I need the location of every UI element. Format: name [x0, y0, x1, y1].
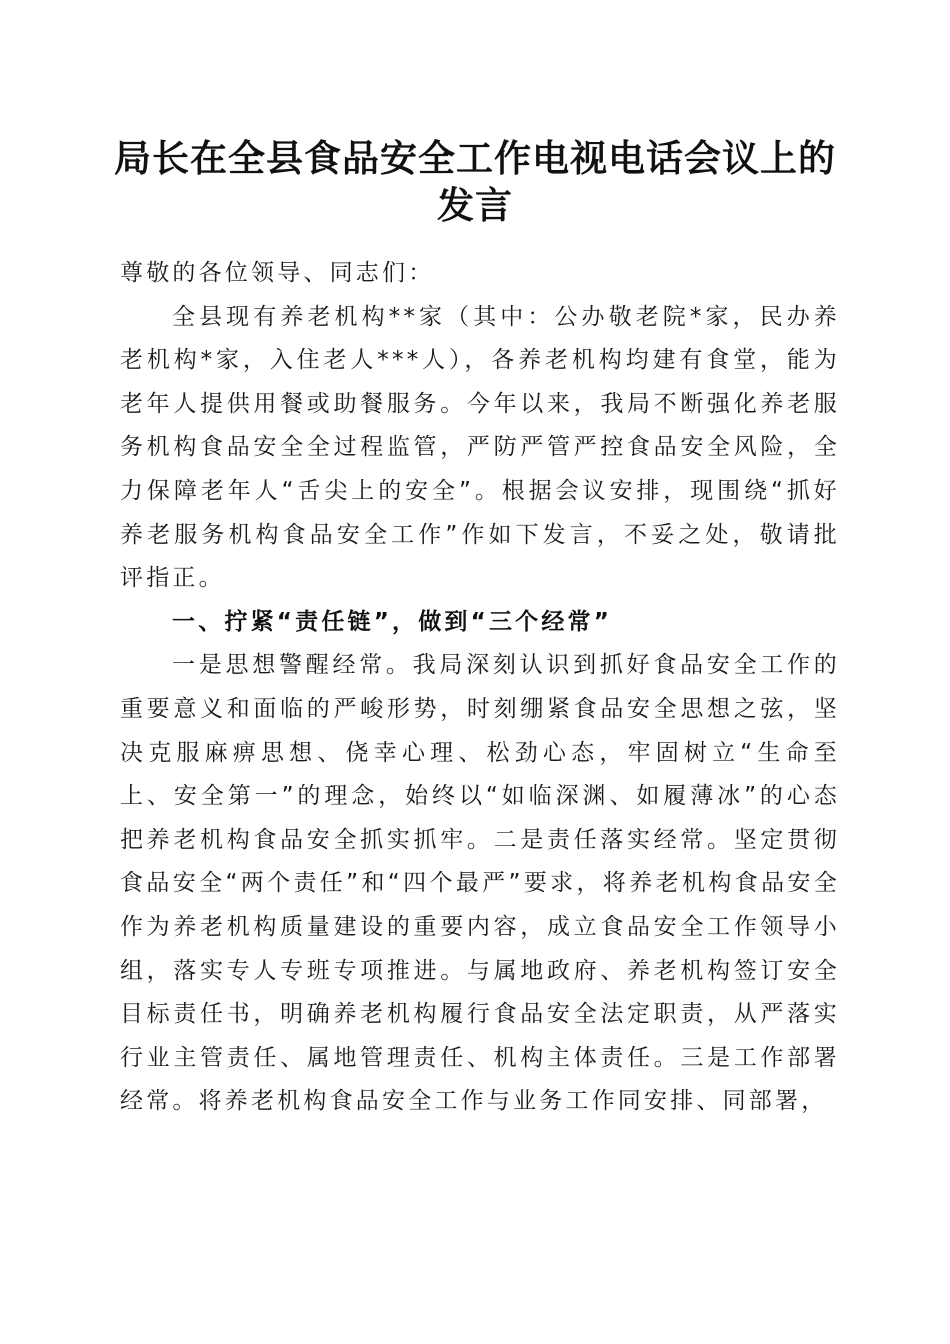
document-body — [120, 252, 840, 1124]
salutation: 尊敬的各位领导、同志们： — [120, 260, 435, 286]
intro-paragraph: 全县现有养老机构**家（其中：公办敬老院*家，民办养老机构*家，入住老人***人），各养老机构均建有食堂，能为老年人提供用餐或助餐服务。今年以来，我局不断强化养老服务机构食品安全全过程监管，严防严管严控食品安全风险，全力保障老年人“舌尖上的安全”。根据会议安排，现围绕“抓好养老服务机构食品安全工作”作如下发言，不妥之处，敬请批评指正。 — [120, 303, 840, 592]
section-paragraph: 一是思想警醒经常。我局深刻认识到抓好食品安全工作的重要意义和面临的严峻形势，时刻绷紧食品安全思想之弦，坚决克服麻痹思想、侥幸心理、松劲心态，牢固树立“生命至上、安全第一”的理念，始终以“如临深渊、如履薄冰”的心态把养老机构食品安全抓实抓牢。二是责任落实经常。坚定贯彻食品安全“两个责任”和“四个最严”要求，将养老机构食品安全作为养老机构质量建设的重要内容，成立食品安全工作领导小组，落实专人专班专项推进。与属地政府、养老机构签订安全目标责任书，明确养老机构履行食品安全法定职责，从严落实行业主管责任、属地管理责任、机构主体责任。三是工作部署经常。将养老机构食品安全工作与业务工作同安排、同部署， — [120, 652, 840, 1115]
section-heading: 一、拧紧“责任链”，做到“三个经常” — [172, 608, 613, 635]
document-title: 局长在全县食品安全工作电视电话会议上的发言 — [114, 136, 836, 227]
